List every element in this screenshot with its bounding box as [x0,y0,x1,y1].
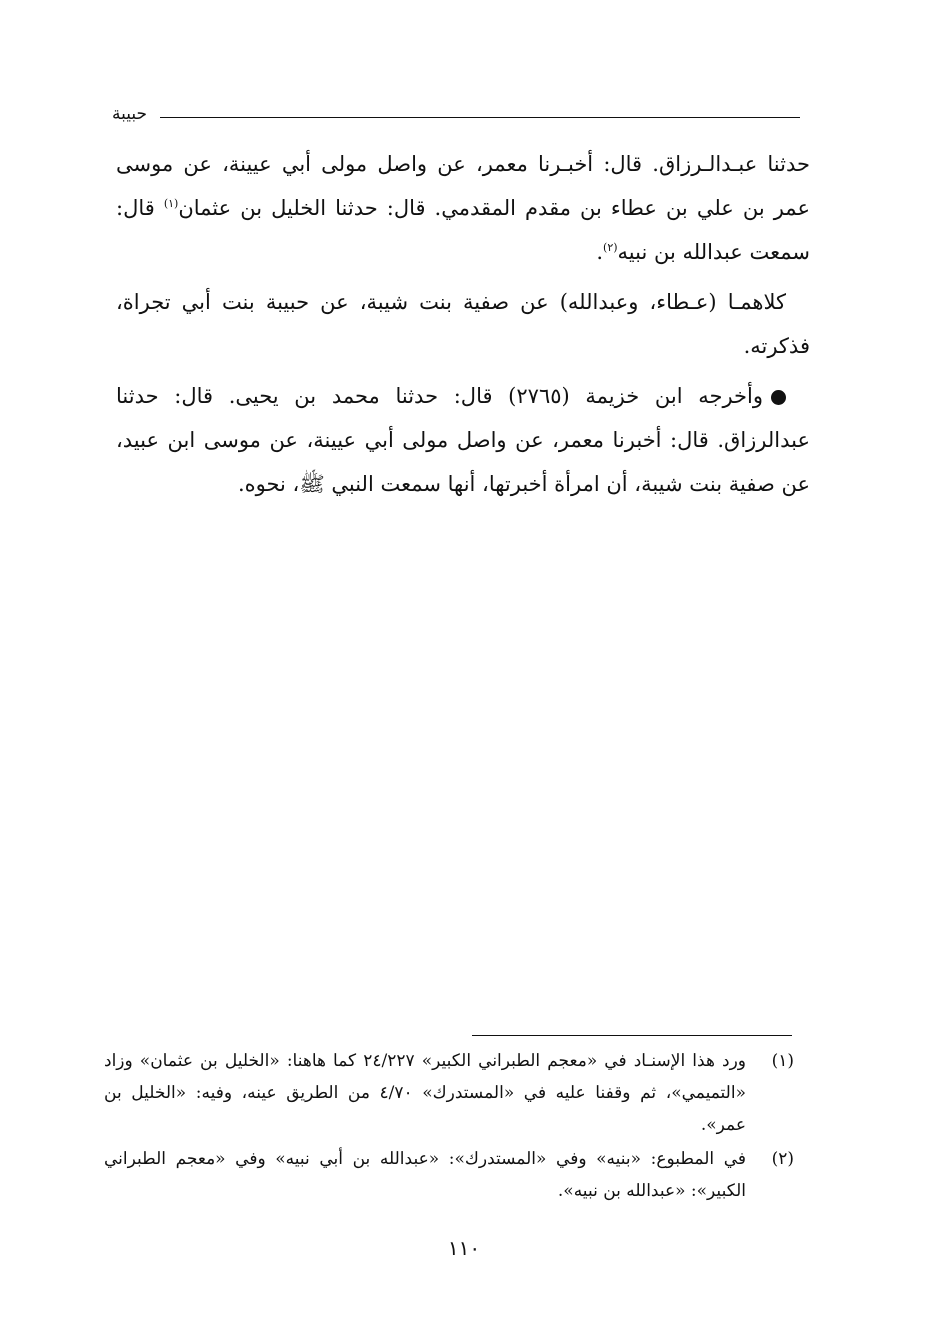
footnote-number: (١) [771,1051,794,1071]
footnote-text: ورد هذا الإسنـاد في «معجم الطبراني الكبير» ٢٤/٢٢٧ كما هاهنا: «الخليل بن عثمان» وزاد «التميمي»، ثم وقفنا عليه في «المستدرك» ٤/٧٠ من الطريق عينه، وفيه: «الخليل بن عمر». [104,1051,746,1135]
page-number: ١١٠ [447,1236,481,1260]
footnotes [104,1045,794,1209]
period: . [596,240,604,264]
paragraph-1 [116,142,810,274]
footnote-ref-2[interactable]: (٢) [603,241,618,254]
running-header-title: حبيبة [112,104,148,124]
footnote-ref-1[interactable]: (١) [163,197,179,210]
footnote-2 [104,1143,794,1207]
paragraph-2: كلاهمـا (عـطاء، وعبدالله) عن صفية بنت شيبة، عن حبيبة بنت أبي تجراة، فذكرته. [116,290,810,358]
footnote-text: في المطبوع: «بنيه» وفي «المستدرك»: «عبدالله بن أبي نبيه» وفي «معجم الطبراني الكبير»: «عبدالله بن نبيه». [104,1149,746,1201]
footnote-number: (٢) [771,1149,794,1169]
header-rule [160,117,800,118]
body-line: قال: سمعت عبدالله بن نبيه [116,196,810,264]
body-line: عمر بن علي بن عطاء بن مقدم المقدمي. قال: حدثنا الخليل بن عثمان [178,196,810,220]
paragraph-3-text: وأخرجه ابن خزيمة (٢٧٦٥) قال: حدثنا محمد بن يحيى. قال: حدثنا عبدالرزاق. قال: أخبرنا معمر، عن واصل مولى أبي عيينة، عن موسى ابن عبيد، عن صفية بنت شيبة، أن امرأة أخبرتها، أنها سمعت النبي ﷺ، نحوه. [116,384,810,496]
footnote-1 [104,1045,794,1141]
main-text [116,142,810,506]
footnote-separator [472,1035,792,1036]
bullet-icon [771,390,786,405]
paragraph-3 [116,374,810,506]
body-line: حدثنا عبـدالـرزاق. قال: أخبـرنا معمر، عن واصل مولى أبي عيينة، عن موسى [116,152,810,176]
